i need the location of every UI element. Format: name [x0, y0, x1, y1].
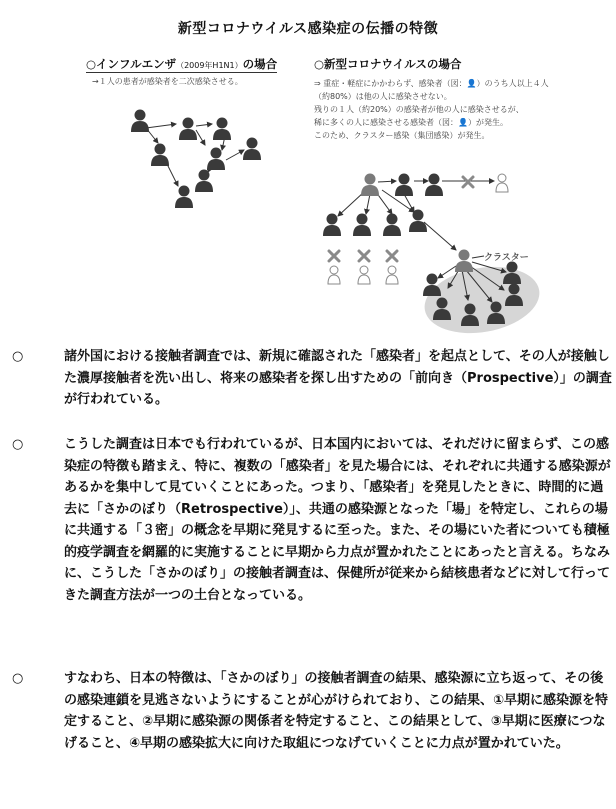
paragraph-3	[12, 668, 612, 754]
arrow-icon	[196, 124, 212, 126]
arrow-icon	[226, 150, 244, 160]
influenza-heading-suffix: の場合	[242, 57, 278, 71]
person-icon	[425, 174, 443, 197]
bullet-icon: ○	[12, 349, 24, 364]
person-outline-icon	[386, 266, 398, 284]
arrow-icon	[338, 192, 364, 216]
person-icon	[179, 118, 197, 141]
cluster-label: クラスター	[484, 253, 529, 263]
person-icon	[131, 110, 149, 133]
person-icon	[395, 174, 413, 197]
person-icon	[455, 250, 473, 273]
person-icon	[175, 186, 193, 209]
arrow-icon	[196, 130, 205, 145]
covid-note-line: 残りの１人（約20%）の感染者が他の人に感染させるが、	[314, 105, 524, 114]
person-icon	[353, 214, 371, 237]
arrow-icon	[366, 194, 370, 214]
paragraph-text: 諸外国における接触者調査では、新規に確認された「感染者」を起点として、その人が接触した濃厚接触者を洗い出し、将来の感染者を探し出すための「前向き（Prospective）」の調査が行われている。	[64, 349, 612, 407]
bullet-icon: ○	[12, 671, 24, 686]
person-icon	[323, 214, 341, 237]
cross-icon	[359, 251, 369, 261]
covid-note-line: ⇒ 重症・軽症にかかわらず、感染者（図：👤）のうち人以上４人	[314, 79, 549, 88]
covid-people	[323, 174, 523, 327]
person-outline-icon	[496, 174, 508, 192]
arrow-icon	[404, 194, 414, 212]
paragraph-2	[12, 434, 612, 606]
arrow-icon	[378, 181, 396, 182]
paragraph-text: こうした調査は日本でも行われているが、日本国内においては、それだけに留まらず、この感染症の特徴も踏まえ、特に、複数の「感染者」を見た場合には、それぞれに共通する感染源があるかを集中して見ていくことにあった。つまり、「感染者」を発見したときに、時間的に過去に「さかのぼり（Retrospective）」、共通の感染源となった「場」を特定し、これらの場に共通する「３密」の概念を早期に発見するに至った。また、その場にいた者についても積極的疫学調査を網羅的に実施することに早期から力点が置かれたことにあったと言える。ちなみに、こうした「さかのぼり」の接触者調査は、保健所が従来から結核患者などに対して行ってきた調査方法が一つの土台となっている。	[64, 437, 611, 603]
influenza-heading-prefix: ○インフルエンザ	[86, 57, 177, 71]
arrow-icon	[146, 124, 176, 128]
cross-icon	[463, 177, 473, 187]
paragraph-1	[12, 346, 612, 411]
influenza-note: →１人の患者が感染者を二次感染させる。	[92, 77, 243, 86]
person-icon	[383, 214, 401, 237]
covid-note-line: 稀に多くの人に感染させる感染者（図：👤）が発生。	[314, 118, 508, 127]
arrow-icon	[424, 222, 456, 250]
person-icon	[361, 174, 379, 197]
person-outline-icon	[358, 266, 370, 284]
transmission-diagram	[0, 0, 616, 345]
page-title: 新型コロナウイルス感染症の伝播の特徴	[177, 21, 439, 37]
covid-note-line: このため、クラスター感染（集団感染）が発生。	[314, 131, 490, 140]
person-icon	[243, 138, 261, 161]
person-icon	[213, 118, 231, 141]
person-icon	[409, 210, 427, 233]
paragraph-text: すなわち、日本の特徴は、「さかのぼり」の接触者調査の結果、感染源に立ち返って、その後の感染連鎖を見逃さないようにすることが心がけられており、この結果、①早期に感染源を特定すること、②早期に感染源の関係者を特定すること、この結果として、③早期に医療につなげること、④早期の感染拡大に向けた取組につなげていくことに力点が置かれていた。	[64, 671, 609, 751]
bullet-icon: ○	[12, 437, 24, 452]
person-icon	[207, 148, 225, 171]
covid-heading: ○新型コロナウイルスの場合	[314, 57, 462, 71]
cross-icon	[329, 251, 339, 261]
person-icon	[195, 170, 213, 193]
person-icon	[151, 144, 169, 167]
person-outline-icon	[328, 266, 340, 284]
influenza-heading-year: （2009年H1N1）	[176, 61, 243, 70]
cross-icon	[387, 251, 397, 261]
covid-note-line: （約80%）は他の人に感染させない。	[314, 92, 452, 101]
influenza-people	[131, 110, 261, 209]
